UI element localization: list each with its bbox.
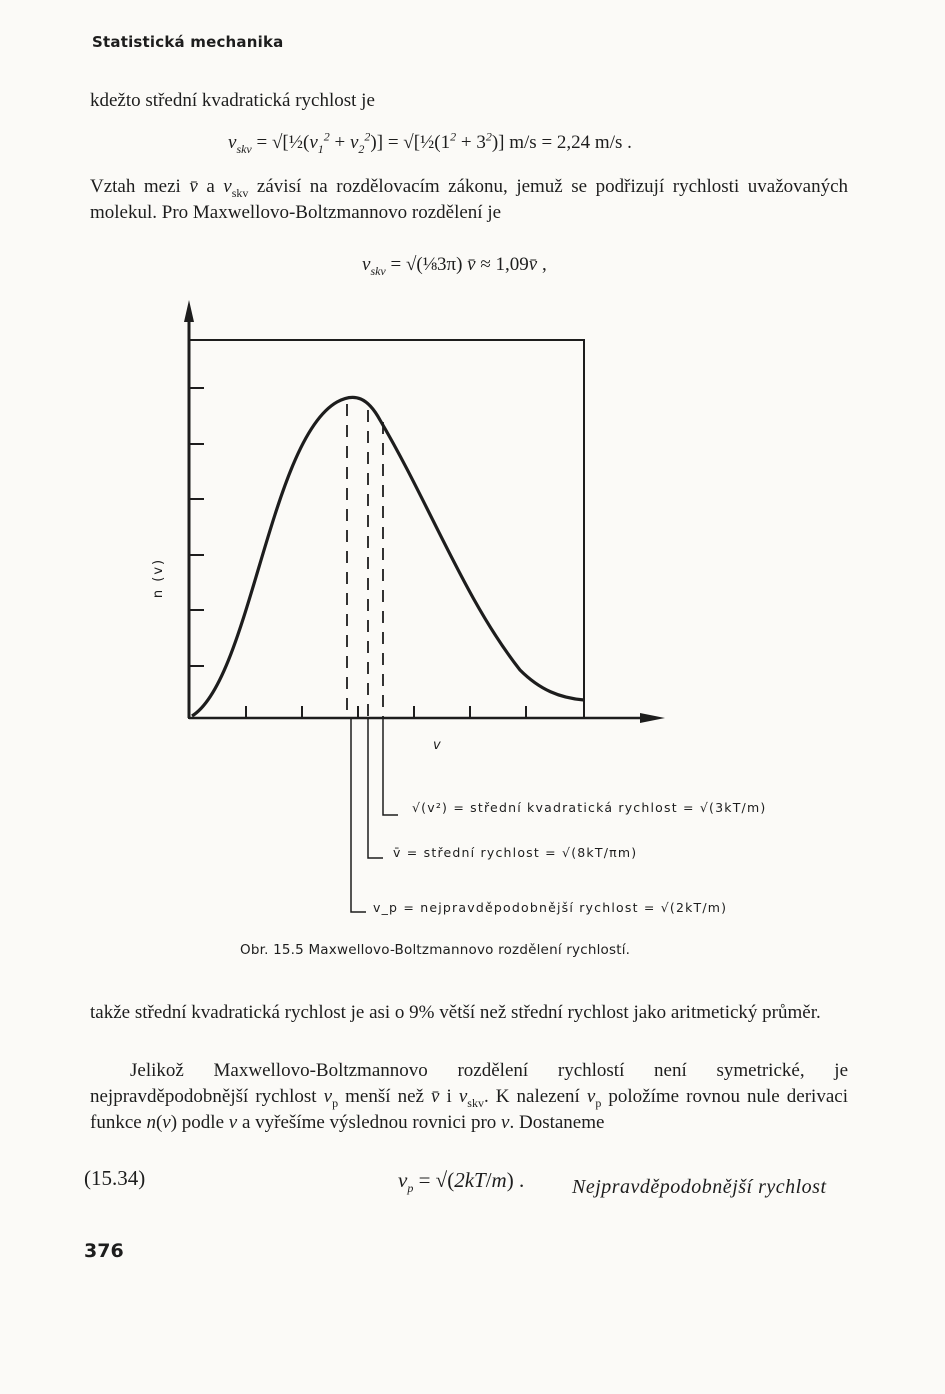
derivation-text: Jelikož Maxwellovo-Boltzmannovo rozdělení rychlostí není symetrické, je nejpravděpodobnější rychlost $v_p$ menší než v̄ i $v_{skv}$. K nalezení $v_p$ položíme rovnou nule derivaci funkce n(v) podle v a vyřešíme výslednou rovnici pro v. Dostaneme <box>90 1060 848 1133</box>
x-axis-arrow <box>640 713 665 723</box>
y-axis-arrow <box>184 300 194 322</box>
legend-rms-symbol: √(v²) <box>412 800 449 815</box>
equation-number: (15.34) <box>84 1166 146 1190</box>
rms-leader-line <box>383 718 398 815</box>
y-axis-label: n (v) <box>151 557 166 599</box>
legend-vp-formula: √(2kT/m) <box>660 900 728 915</box>
percent-text: takže střední kvadratická rychlost je asi o 9% větší než střední rychlost jako aritmetický průměr. <box>90 1002 821 1023</box>
equation-vskv-ratio: $v_{skv}$ = √(⅛3π) v̄ ≈ 1,09v̄ , <box>362 254 547 278</box>
maxwell-distribution-figure <box>0 295 945 935</box>
figure-caption: Obr. 15.5 Maxwellovo-Boltzmannovo rozdělení rychlostí. <box>240 942 631 958</box>
running-head: Statistická mechanika <box>92 33 284 51</box>
vp-leader-line <box>351 718 366 912</box>
plot-frame <box>189 340 584 718</box>
mean-leader-line <box>368 718 383 858</box>
legend-mean-symbol: v̄ <box>393 845 402 860</box>
legend-vp-symbol: v_p <box>373 900 399 915</box>
equation-vskv-numeric: $v_{skv}$ = $√[\frac{1}{2}(v_1^2 + v_2^2)]$ = $√[\frac{1}{2}(1^2 + 3^2)] m/s = 2,24$ m/s . <box>228 129 632 156</box>
page-number: 376 <box>84 1240 124 1262</box>
distribution-curve <box>192 397 584 716</box>
relation-text: Vztah mezi v̄ a $v_{skv}$ závisí na rozdělovacím zákonu, jemuž se podřizují rychlosti uvažovaných molekul. Pro Maxwellovo-Boltzmannovo rozdělení je <box>90 176 848 223</box>
legend-mean <box>393 845 637 860</box>
x-axis-label: v <box>433 738 441 753</box>
y-ticks <box>189 388 204 666</box>
legend-vp-label: = nejpravděpodobnější rychlost = <box>403 900 656 915</box>
legend-vp <box>373 900 727 915</box>
legend-rms-formula: √(3kT/m) <box>699 800 767 815</box>
legend-mean-label: = střední rychlost = <box>406 845 557 860</box>
legend-rms-label: = střední kvadratická rychlost = <box>453 800 695 815</box>
equation-vp: $v_p = √(2kT/m)$ . <box>398 1168 525 1196</box>
x-ticks <box>246 706 526 718</box>
legend-rms <box>412 800 766 815</box>
intro-text: kdežto střední kvadratická rychlost je <box>90 90 375 111</box>
legend-mean-formula: √(8kT/πm) <box>562 845 638 860</box>
equation-name: Nejpravděpodobnější rychlost <box>572 1176 827 1198</box>
